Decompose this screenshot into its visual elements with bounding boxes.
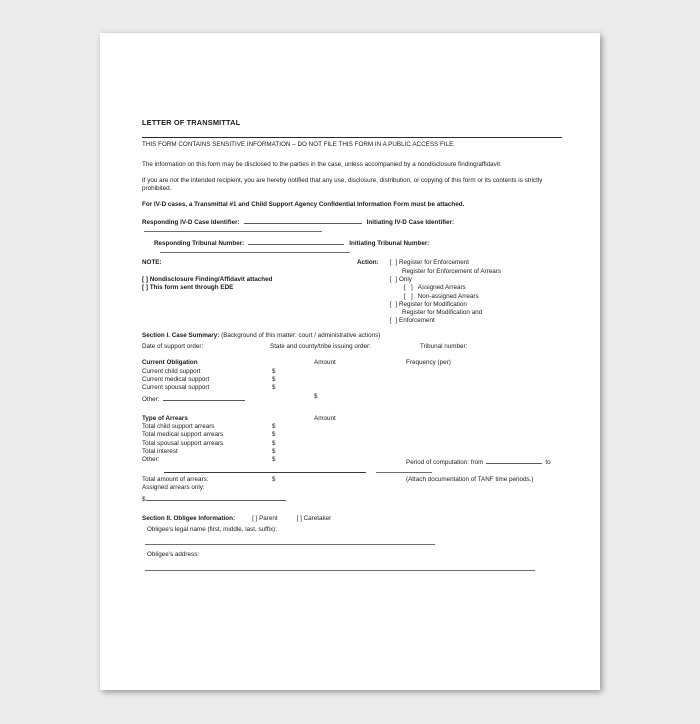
arrears-header-spacer [406, 415, 562, 423]
note-checkbox-nondisclosure[interactable]: [ ] [142, 275, 148, 283]
current-obligation-other-dollar-spacer [272, 393, 314, 404]
arrears-amount-header: Amount [314, 414, 336, 422]
total-medical-support-arrears-amount-input[interactable] [314, 431, 406, 439]
total-medical-support-arrears-spacer [406, 431, 562, 439]
current-obligation-other-dollar: $ [314, 392, 318, 400]
total-spousal-support-arrears-spacer [406, 440, 562, 448]
total-interest-spacer [406, 448, 562, 456]
obligee-address-input[interactable] [145, 570, 535, 571]
period-from-input[interactable] [486, 456, 542, 464]
section-two-label-caretaker: Caretaker [303, 514, 332, 522]
action-text-enforcement: Enforcement [399, 317, 435, 325]
total-medical-support-arrears-label: Total medical support arrears [142, 431, 224, 439]
note-label-ede: This form sent through EDE [149, 283, 234, 291]
section-two-checkbox-caretaker[interactable]: [ ] [296, 514, 302, 522]
section-one-heading-bold: Section I. Case Summary: [142, 331, 220, 339]
total-amount-of-arrears-label: Total amount of arrears: [142, 476, 209, 484]
note-item-nondisclosure[interactable] [142, 276, 357, 284]
action-text-register-modification: Register for Modification [399, 300, 467, 308]
action-text-only: Only [399, 275, 412, 283]
current-medical-support-frequency-input[interactable] [406, 376, 562, 384]
current-obligation-table [142, 359, 562, 403]
section-one-heading-rest: (Background of this matter: court / administrative actions) [219, 331, 381, 339]
date-of-support-order-label: Date of support order: [142, 343, 204, 351]
current-medical-support-amount-input[interactable] [314, 376, 406, 384]
current-child-support-frequency-input[interactable] [406, 368, 562, 376]
table-row [142, 476, 562, 484]
total-child-support-arrears-dollar: $ [272, 423, 276, 431]
current-spousal-support-amount-input[interactable] [314, 384, 406, 392]
recipient-paragraph: If you are not the intended recipient, you are hereby notified that any use, disclosure, distribution, or copying of this form or its contents is strictly prohibited. [142, 176, 543, 193]
arrears-dollar-spacer [272, 415, 314, 423]
action-option-register-modification[interactable] [357, 301, 562, 309]
total-interest-amount-input[interactable] [314, 448, 406, 456]
table-row [142, 393, 562, 404]
issuing-order-label: State and county/tribe issuing order: [270, 343, 371, 351]
arrears-other-underline[interactable] [164, 472, 366, 473]
period-of-computation-label: Period of computation: from [406, 459, 484, 467]
total-interest-label: Total interest [142, 447, 178, 455]
action-continuation-register-enforcement-arrears: Register for Enforcement of Arrears [402, 267, 502, 275]
tribunal-number-row [142, 237, 562, 248]
assigned-arrears-only-dollar: $ [142, 495, 146, 503]
table-row [142, 440, 562, 448]
current-obligation-other-input[interactable] [163, 393, 245, 401]
section-one-heading [142, 332, 562, 340]
action-label: Action: [357, 259, 379, 267]
total-interest-dollar: $ [272, 447, 276, 455]
current-obligation-heading: Current Obligation [142, 359, 198, 367]
disclosure-paragraph: The information on this form may be disclosed to the parties in the case, unless accompanied by a nondisclosure finding/affidavit. [142, 160, 502, 168]
table-row [142, 384, 562, 392]
arrears-other-label: Other: [142, 456, 160, 464]
total-amount-of-arrears-dollar: $ [272, 476, 276, 484]
assigned-arrears-only-input[interactable] [146, 493, 286, 501]
action-continuation-register-modification-and: Register for Modification and [402, 309, 483, 317]
note-checkbox-ede[interactable]: [ ] [142, 283, 148, 291]
total-spousal-support-arrears-label: Total spousal support arrears [142, 439, 224, 447]
type-of-arrears-table [142, 415, 562, 468]
arrears-heading: Type of Arrears [142, 414, 188, 422]
initiating-case-identifier-label: Initiating IV-D Case Identifier: [366, 218, 455, 226]
action-option-only[interactable] [357, 276, 562, 284]
current-medical-support-dollar: $ [272, 375, 276, 383]
section-two-option-caretaker[interactable] [297, 515, 332, 523]
current-obligation-amount-header: Amount [314, 359, 336, 367]
note-heading: NOTE: [142, 259, 162, 267]
table-row [142, 423, 562, 431]
current-spousal-support-frequency-input[interactable] [406, 384, 562, 392]
tribunal-number-field-label: Tribunal number: [420, 343, 468, 351]
table-row [142, 456, 562, 467]
assigned-arrears-only-row [142, 493, 562, 504]
responding-case-identifier-label: Responding IV-D Case Identifier: [142, 218, 240, 226]
total-amount-of-arrears-input[interactable] [314, 476, 406, 484]
obligee-address-label: Obligee’s address: [147, 550, 200, 558]
action-checkbox-register-modification[interactable]: [ ] [390, 300, 397, 308]
note-action-block [142, 259, 562, 325]
obligee-legal-name-label: Obligee’s legal name (first, middle, last, suffix): [147, 526, 277, 534]
arrears-totals-table [142, 476, 562, 484]
period-to-input-underline[interactable] [376, 472, 432, 473]
note-item-ede[interactable] [142, 284, 357, 292]
total-medical-support-arrears-dollar: $ [272, 431, 276, 439]
current-medical-support-label: Current medical support [142, 375, 210, 383]
arrears-header-row [142, 415, 562, 423]
current-child-support-label: Current child support [142, 367, 201, 375]
responding-tribunal-number-label: Responding Tribunal Number: [154, 240, 245, 248]
table-row [142, 376, 562, 384]
section-two-heading-row [142, 515, 562, 523]
action-checkbox-enforcement[interactable]: [ ] [390, 317, 397, 325]
action-column [357, 259, 562, 325]
total-child-support-arrears-spacer [406, 423, 562, 431]
initiating-tribunal-number-label: Initiating Tribunal Number: [349, 240, 430, 248]
case-identifier-row [142, 216, 562, 227]
total-spousal-support-arrears-amount-input[interactable] [314, 440, 406, 448]
section-two-heading-bold: Section II. Obligee Information: [142, 514, 236, 522]
action-option-enforcement[interactable] [357, 317, 562, 325]
current-obligation-frequency-header: Frequency (per) [406, 359, 451, 367]
responding-tribunal-number-input[interactable] [248, 237, 344, 245]
current-spousal-support-dollar: $ [272, 384, 276, 392]
table-row [142, 431, 562, 439]
action-text-non-assigned-arrears: Non-assigned Arrears [417, 292, 479, 300]
arrears-other-amount-input[interactable] [314, 456, 406, 467]
action-checkbox-register-enforcement[interactable]: [ ] [390, 259, 397, 267]
period-to-label: to [545, 459, 551, 467]
responding-case-identifier-input[interactable] [244, 216, 362, 224]
section-two-label-parent: Parent [259, 514, 278, 522]
note-column [142, 259, 357, 325]
action-text-assigned-arrears: Assigned Arrears [417, 284, 466, 292]
action-text-register-enforcement: Register for Enforcement [399, 259, 469, 267]
sensitive-information-notice: THIS FORM CONTAINS SENSITIVE INFORMATION – DO NOT FILE THIS FORM IN A PUBLIC ACCESS FILE. [142, 141, 456, 149]
current-child-support-dollar: $ [272, 367, 276, 375]
section-two-checkbox-parent[interactable]: [ ] [252, 514, 258, 522]
current-obligation-other-label: Other: [142, 395, 160, 403]
total-child-support-arrears-amount-input[interactable] [314, 423, 406, 431]
title-divider [142, 137, 562, 138]
current-spousal-support-label: Current spousal support [142, 384, 210, 392]
current-child-support-amount-input[interactable] [314, 368, 406, 376]
order-fields-row [142, 343, 562, 351]
total-child-support-arrears-label: Total child support arrears [142, 423, 215, 431]
action-checkbox-only[interactable]: [ ] [390, 275, 397, 283]
ivd-attachment-note: For IV-D cases, a Transmittal #1 and Child Support Agency Confidential Information Form must be attached. [142, 201, 465, 209]
action-checkbox-assigned-arrears[interactable]: [ ] [404, 284, 413, 292]
current-obligation-dollar-spacer [272, 359, 314, 367]
current-obligation-header-row [142, 359, 562, 367]
action-option-assigned-arrears[interactable] [357, 284, 562, 292]
note-label-nondisclosure: Nondisclosure Finding/Affidavit attached [149, 275, 273, 283]
form-content [142, 118, 562, 571]
section-two-option-parent[interactable] [252, 515, 278, 523]
assigned-arrears-only-label: Assigned arrears only: [142, 484, 205, 492]
total-spousal-support-arrears-dollar: $ [272, 439, 276, 447]
arrears-other-dollar: $ [272, 456, 276, 464]
current-obligation-other-frequency-input[interactable] [406, 393, 562, 404]
action-option-non-assigned-arrears[interactable] [357, 293, 562, 301]
page-title: LETTER OF TRANSMITTAL [142, 118, 241, 127]
current-obligation-other-cell [142, 393, 272, 404]
table-row [142, 368, 562, 376]
document-page [100, 33, 600, 690]
table-row [142, 448, 562, 456]
tanf-note: (Attach documentation of TANF time periods.) [406, 476, 534, 484]
period-of-computation-cell [406, 456, 562, 467]
action-checkbox-non-assigned-arrears[interactable]: [ ] [404, 292, 413, 300]
action-option-register-enforcement[interactable] [357, 259, 562, 267]
